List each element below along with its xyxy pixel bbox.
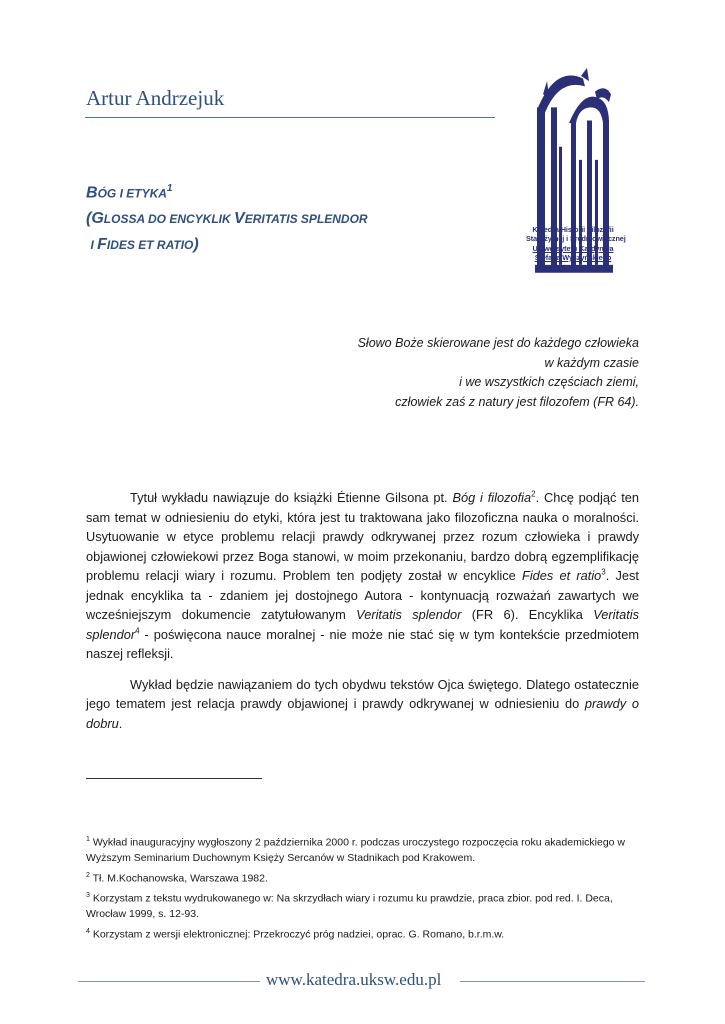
italic-title: Fides et ratio [522,568,602,583]
italic-title: Veritatis splendor [86,607,639,642]
title-part: I [90,238,98,253]
footnote-ref: 1 [166,183,173,194]
paragraph-1 [86,488,639,664]
text-run: - poświęcona nauce moralnej - nie może nie stać się w tym kontekście przedmiotem naszej refleksji. [86,626,639,661]
footnote-text: Tł. M.Kochanowska, Warszawa 1982. [89,872,268,884]
title-part: ) [193,236,199,254]
text-run: . Jest jednak encyklika ta - zdaniem jej dostojnego Autora - kontynuacją rozważań zawartych we wcześniejszym dokumencie zatytułowanym [86,568,639,622]
text-run: Wykład będzie nawiązaniem do tych obydwu tekstów Ojca świętego. Dlatego ostatecznie jego tematem jest relacja prawdy objawionej i prawdy odkrywanej w odniesieniu do [86,676,639,711]
footnote-number: 1 [86,836,90,843]
logo-line: Katedra Historii Filozofii [532,225,614,234]
footnote-ref: 2 [531,489,536,499]
page-footer [78,970,645,994]
title-line-1 [86,176,368,206]
footnote-text: Korzystam z tekstu wydrukowanego w: Na skrzydłach wiary i rozumu ku prawdzie, praca zbior. pod red. I. Deca, Wrocław 1999, s. 12-93. [86,892,613,920]
footnote [86,924,626,943]
footnote-text: Korzystam z wersji elektronicznej: Przekroczyć próg nadziei, oprac. G. Romano, b.r.m.w. [89,928,505,940]
italic-phrase: prawdy o dobru [86,696,639,731]
title-part: F [97,236,107,254]
footnotes [86,832,626,944]
title-part: (G [86,210,104,228]
footnote-number: 2 [86,871,90,879]
header-rule [85,117,495,118]
footnote-text: Wykład inauguracyjny wygłoszony 2 października 2000 r. podczas uroczystego rozpoczęcia roku akademickiego w Wyższym Seminarium Duchownym Księży Sercanów w Stadnikach pod Krakowem. [86,836,626,864]
logo-caption [526,225,626,262]
footnote-number: 4 [86,927,90,935]
website-link[interactable]: www.katedra.uksw.edu.pl [266,970,442,989]
text-run: Tytuł wykładu nawiązuje do książki Étienne Gilsona pt. [130,490,453,505]
footer-rule-right [460,981,645,982]
text-run: . [118,715,123,731]
footnote-separator [86,778,262,779]
logo-line: Uniwersytetu Kardynała [532,243,614,253]
title-line-3 [86,232,368,258]
epigraph-line: w każdym czasie [544,355,639,370]
epigraph [358,334,639,412]
epigraph-line: i we wszystkich częściach ziemi, [459,375,639,389]
epigraph-line: człowiek zaś z natury jest filozofem (FR 64). [395,394,639,409]
footnote-number: 3 [86,892,90,899]
document-title [86,176,368,258]
author-name: Artur Andrzejuk [86,86,225,110]
footnote [86,888,626,922]
italic-title: Bóg i filozofia [452,490,532,505]
epigraph-line: Słowo Boże skierowane jest do każdego człowieka [357,336,639,350]
text-run: (FR 6). Encyklika [461,607,594,622]
title-line-2 [86,206,368,232]
footnote-ref: 4 [135,626,140,636]
footnote [86,868,626,887]
logo-line: Starożytnej i Średniowiecznej [526,234,626,244]
title-part: IDES ET RATIO [106,238,194,253]
title-part: B [86,184,98,202]
title-part: V [234,210,245,228]
title-part: LOSSA DO ENCYKLIK [103,212,235,227]
footnote [86,832,626,866]
paragraph-2 [86,675,639,734]
italic-title: Veritatis splendor [356,607,462,622]
main-text [86,488,639,744]
text-run: . Chcę podjąć ten sam temat w odniesieniu do etyki, która jest tu traktowana jako filozoficzna nauka o moralności. Usytuowanie w etyce problemu relacji prawdy odkrywanej przez rozum człowieka i prawdy objawionej człowiekowi przez Boga stanowi, w moim przekonaniu, bardzo dobrą egzemplifikację problemu relacji wiary i rozumu. Problem ten podjęty został w encyklice [86,490,639,583]
title-part: ERITATIS SPLENDOR [244,212,368,227]
footer-rule-left [78,981,260,982]
title-part: ÓG I ETYKA [97,186,167,201]
footnote-ref: 3 [601,567,606,577]
logo-line: Stefana Wyszyńskiego [534,252,612,262]
